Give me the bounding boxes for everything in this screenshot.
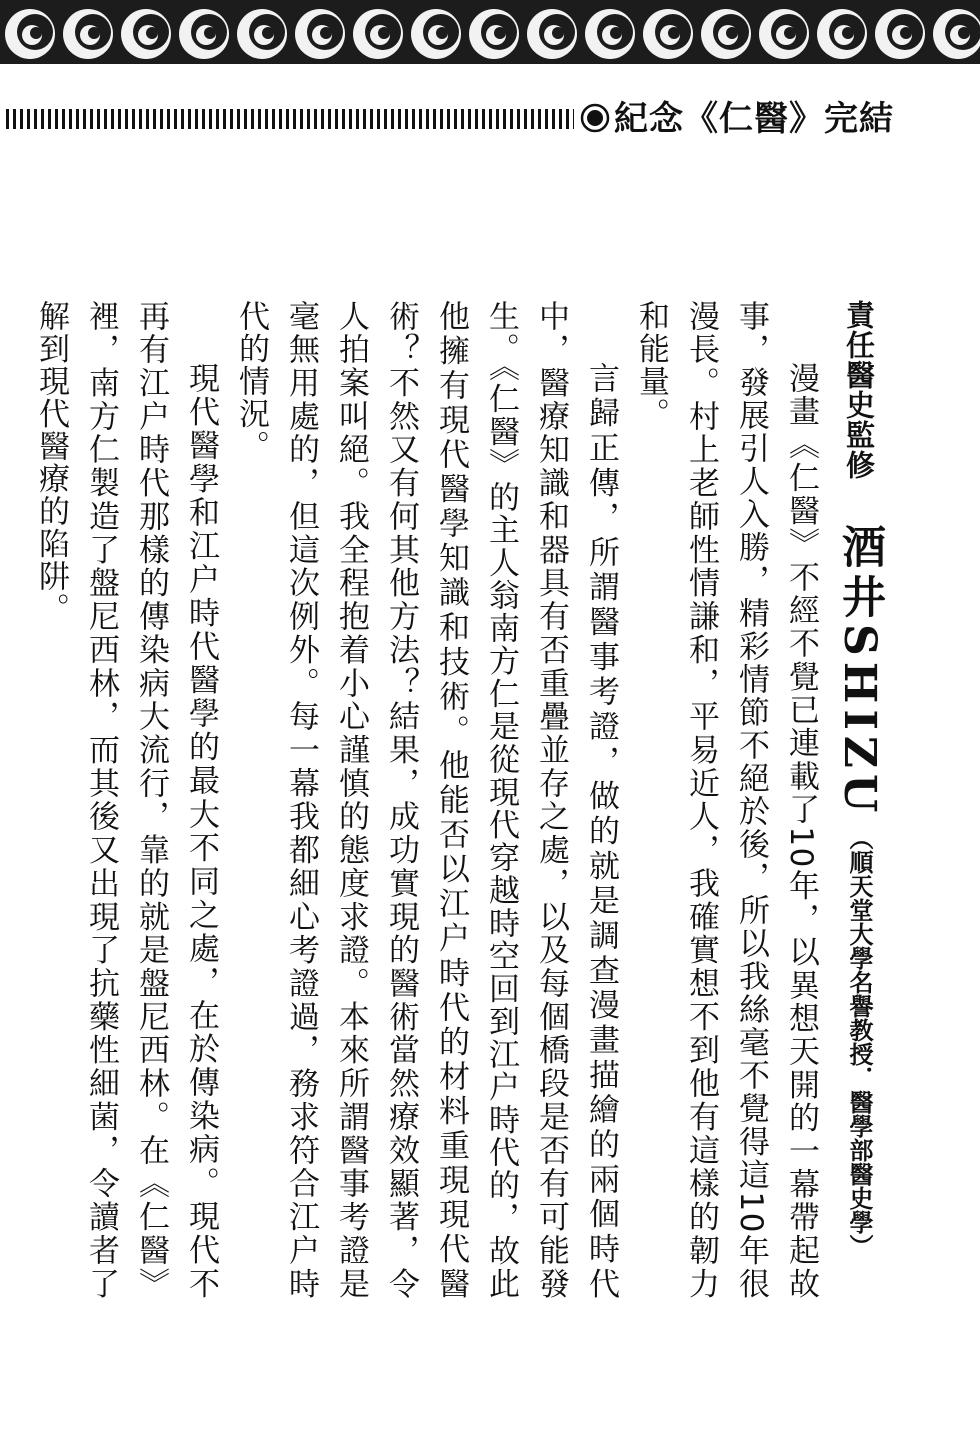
paragraph: 現代醫學和江户時代醫學的最大不同之處，在於傳染病。現代不再有江户時代那樣的傳染病大流行，靠的就是盤尼西林。在《仁醫》裡，南方仁製造了盤尼西林，而其後又出現了抗藥性細菌，令讀者了解到現代醫療的陷阱。 [33,300,219,1300]
page-title: 紀念《仁醫》完結 [614,99,894,139]
supervisor-role: 責任醫史監修 [842,300,876,480]
author-name: 酒井SHIZU [834,524,885,819]
author-affiliation: （順天堂大學名譽教授．醫學部醫史學） [845,826,873,1259]
paragraph: 漫畫《仁醫》不經不覺已連載了10年，以異想天開的一幕帶起故事，發展引人入勝，精彩情節不絕於後，所以我絲毫不覺得這10年很漫長。村上老師性情謙和，平易近人，我確實想不到他有這樣的韌力和能量。 [633,300,819,1300]
byline [834,300,884,1300]
section-header [0,95,980,147]
paragraph: 言歸正傳，所謂醫事考證，做的就是調查漫畫描繪的兩個時代中，醫療知識和器具有否重疊並存之處，以及每個橋段是否有可能發生。《仁醫》的主人翁南方仁是從現代穿越時空回到江户時代的，故此他擁有現代醫學知識和技術。他能否以江户時代的材料重現現代醫術？不然又有何其他方法？結果，成功實現的醫術當然療效顯著，令人拍案叫絕。我全程抱着小心謹慎的態度求證。本來所謂醫事考證是毫無用處的，但這次例外。每一幕我都細心考證過，務求符合江户時代的情況。 [233,300,619,1300]
article-body [26,300,884,1300]
swirl-pattern-icon [0,0,980,64]
header-tick-rule [6,109,574,129]
decorative-swirl-band [0,0,980,64]
circle-bullet-icon [580,103,610,133]
